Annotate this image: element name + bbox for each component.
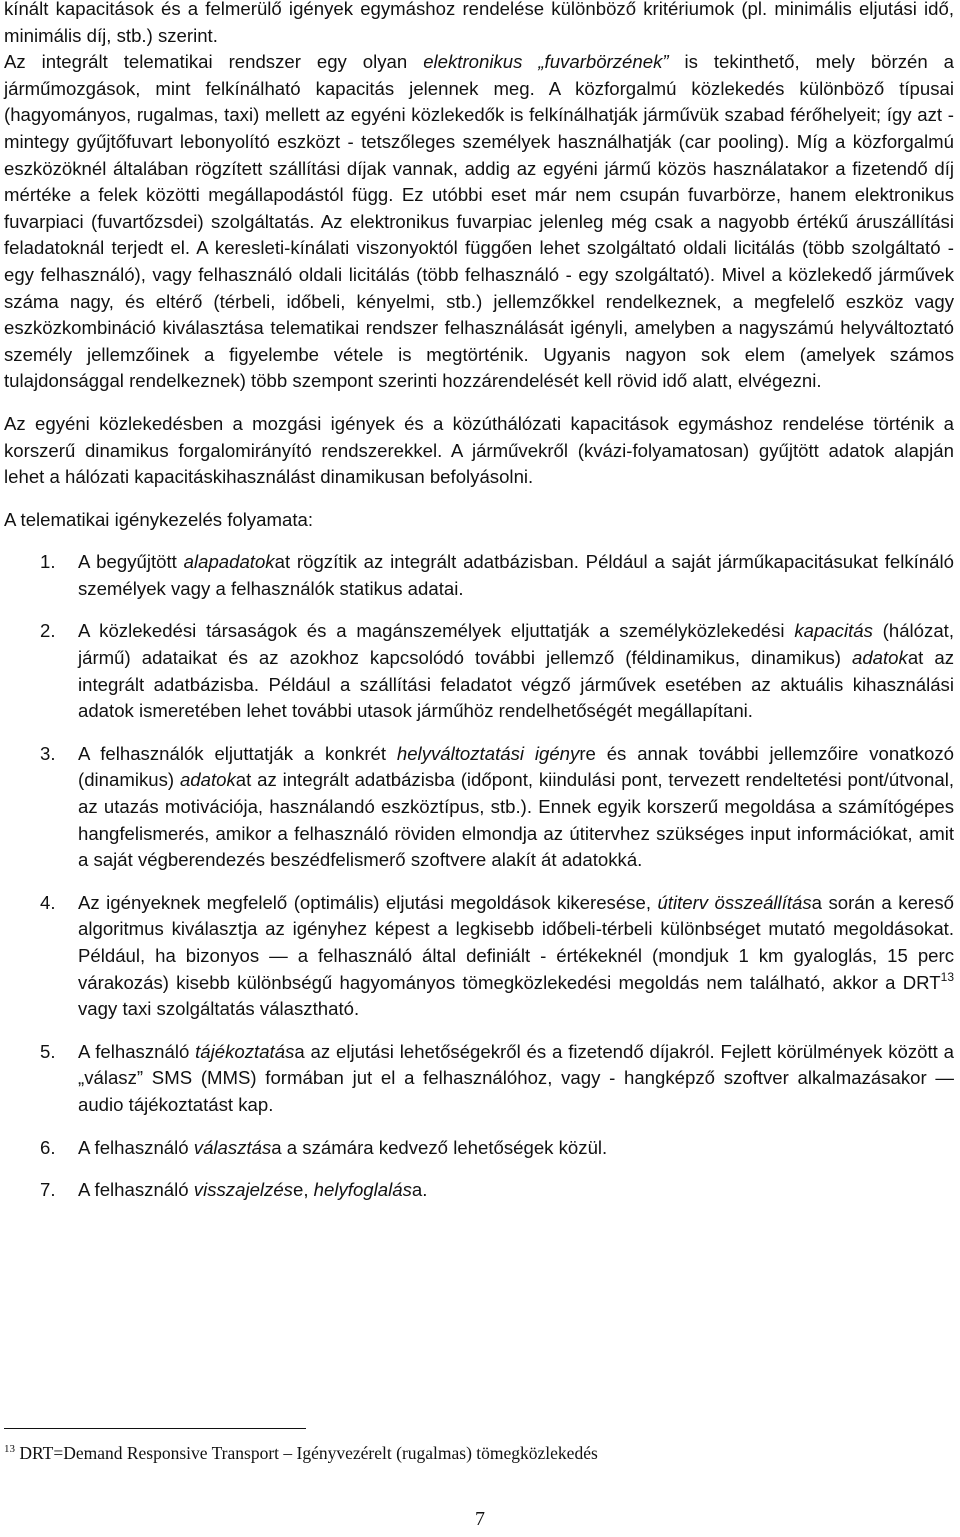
emphasis: helyfoglalás — [313, 1179, 412, 1201]
text-run: a a számára kedvező lehetőségek közül. — [271, 1136, 608, 1158]
emphasis: helyváltoztatási igény — [396, 742, 580, 764]
text-run: A felhasználók eljuttatják a konkrét — [78, 742, 397, 764]
emphasis: alapadatok — [183, 551, 275, 573]
list-item-number: 1. — [40, 551, 56, 573]
emphasis: adatok — [851, 647, 908, 669]
paragraph-fuvarborze — [4, 49, 954, 395]
text-run: a. — [411, 1179, 428, 1201]
footnote-divider — [4, 1428, 306, 1429]
emphasis: választás — [193, 1136, 272, 1158]
body-text — [4, 0, 954, 1204]
emphasis: tájékoztatás — [195, 1040, 295, 1062]
text-run: a során a kereső algoritmus kiválasztja az igényhez képest a legkisebb időbeli-térbeli különbséget mutató megoldásokat. Például, ha bizonyos — a felhasználó által definiált - értékeknél (mondjuk 1 km gyaloglás, 15 perc várakozás) kisebb különbségű hagyományos tömegközlekedési megoldás nem található, akkor a DRT — [78, 891, 955, 993]
paragraph-list-intro: A telematikai igénykezelés folyamata: — [4, 508, 314, 530]
emphasis: visszajelzés — [193, 1179, 293, 1201]
text-run: Az igényeknek megfelelő (optimális) eljutási megoldások kikeresése, — [78, 891, 658, 913]
list-item-number: 3. — [40, 742, 56, 764]
list-item-number: 7. — [40, 1179, 56, 1201]
list-item — [4, 1039, 954, 1119]
text-run: e, — [292, 1179, 314, 1201]
paragraph-continuation: kínált kapacitások és a felmerülő igények egymáshoz rendelése különböző kritériumok (pl. minimális eljutási idő, minimális díj, stb.) szerint. — [4, 0, 954, 46]
text-run: re és annak további jellemzőire vonatkozó (dinamikus) — [78, 742, 954, 791]
text-run: A begyűjtött — [78, 551, 184, 573]
list-item — [4, 549, 954, 602]
process-steps-list — [4, 549, 954, 1203]
emphasis: kapacitás — [794, 620, 873, 642]
text-run: at az integrált adatbázisba. Például a szállítási feladatot végző járművek esetében az aktuális kihasználási adatok ismeretében lehet további utasok járműhöz rendelhetőségét megállapítani. — [78, 647, 955, 722]
text-run: is tekinthető, mely börzén a járműmozgások, mint felkínálható kapacitás jelennek meg. A közforgalmú közlekedés különböző típusai (hagyományos, rugalmas, taxi) mellett az egyéni közlekedők is felkínálhatják járművük szabad férőhelyeit; így azt - mintegy gyűjtőfuvart lebonyolító eszközt - tetszőleges személyek használhatják (car pooling). Míg a közforgalmú eszközöknél általában rögzített szállítási díjak vannak, addig az egyéni jármű közös használatakor a fizetendő díj mértéke a felek közötti megállapodástól függ. Ez utóbbi eset már nem csupán fuvarbörze, hanem elektronikus fuvarpiaci (fuvartőzsdei) szolgáltatás. Az elektronikus fuvarpiac jelenleg még csak a nagyobb értékű áruszállítási feladatoknál terjedt el. A keresleti-kínálati viszonyoktól függően lehet szolgáltató oldali licitálás (több szolgáltató - egy felhasználó), vagy felhasználó oldali licitálás (több felhasználó - egy szolgáltató). Mivel a közlekedő járművek száma nagy, és eltérő (térbeli, időbeli, kényelmi, stb.) jellemzőkkel rendelkeznek, a megfelelő eszköz vagy eszközkombináció kiválasztása telematikai rendszer felhasználását igényli, amelyben a nagyszámú helyváltoztató személy jellemzőinek a figyelembe vétele is megtörténik. Ugyanis nagyon sok elem (amelyek számos tulajdonsággal rendelkeznek) több szempont szerinti hozzárendelését kell rövid idő alatt, elvégezni. — [4, 51, 954, 392]
text-run: at rögzítik az integrált adatbázisban. Például a saját járműkapacitásukat felkínáló személyek vagy a felhasználók statikus adatai. — [78, 551, 954, 599]
footnote — [4, 1441, 598, 1465]
text-run: vagy taxi szolgáltatás választható. — [78, 998, 360, 1020]
text-run: A felhasználó — [78, 1136, 194, 1158]
emphasis-fuvarborze: elektronikus „fuvarbörzének” — [423, 51, 669, 73]
list-item-number: 4. — [40, 891, 56, 913]
footnote-reference[interactable]: 13 — [940, 969, 954, 984]
list-item — [4, 1135, 954, 1162]
page-number: 7 — [475, 1508, 485, 1530]
text-run: A felhasználó — [78, 1040, 196, 1062]
list-item — [4, 1177, 954, 1204]
list-item-number: 2. — [40, 620, 56, 642]
text-run: A közlekedési társaságok és a magánszemélyek eljuttatják a személyközlekedési — [78, 620, 795, 642]
emphasis: útiterv összeállítás — [657, 891, 812, 913]
footnote-mark: 13 — [4, 1443, 15, 1455]
text-run: (hálózat, jármű) adataikat és az azokhoz kapcsolódó további jellemző (féldinamikus, dinamikus) — [78, 620, 954, 669]
emphasis: adatok — [179, 769, 236, 791]
paragraph-egyeni-kozlekedes: Az egyéni közlekedésben a mozgási igények és a közúthálózati kapacitások egymáshoz rendelése történik a korszerű dinamikus forgalomirányító rendszerekkel. A járművekről (kvázi-folyamatosan) gyűjtött adatok alapján lehet a hálózati kapacitáskihasználást dinamikusan befolyásolni. — [4, 412, 954, 488]
list-item-number: 5. — [40, 1040, 56, 1062]
footnote-text: DRT=Demand Responsive Transport – Igényvezérelt (rugalmas) tömegközlekedés — [15, 1443, 598, 1463]
list-item-number: 6. — [40, 1136, 56, 1158]
list-item — [4, 890, 954, 1023]
text-run: at az integrált adatbázisba (időpont, kiindulási pont, tervezett rendeltetési pont/útvonal, az utazás motivációja, használandó eszköztípus, stb.). Ennek egyik korszerű megoldása a számítógépes hangfelismerés, amikor a felhasználó röviden elmondja az útitervhez szükséges input információkat, amit a saját végberendezés beszédfelismerő szoftvere alakít át adatokká. — [78, 769, 954, 871]
list-item — [4, 618, 954, 724]
text-run: Az integrált telematikai rendszer egy olyan — [4, 51, 424, 73]
text-run: a az eljutási lehetőségekről és a fizetendő díjakról. Fejlett körülmények között a „válasz” SMS (MMS) formában jut el a felhasználóhoz, vagy - hangképző szoftver alkalmazásakor — audio tájékoztatást kap. — [78, 1040, 954, 1115]
text-run: A felhasználó — [78, 1179, 194, 1201]
list-item — [4, 741, 954, 874]
